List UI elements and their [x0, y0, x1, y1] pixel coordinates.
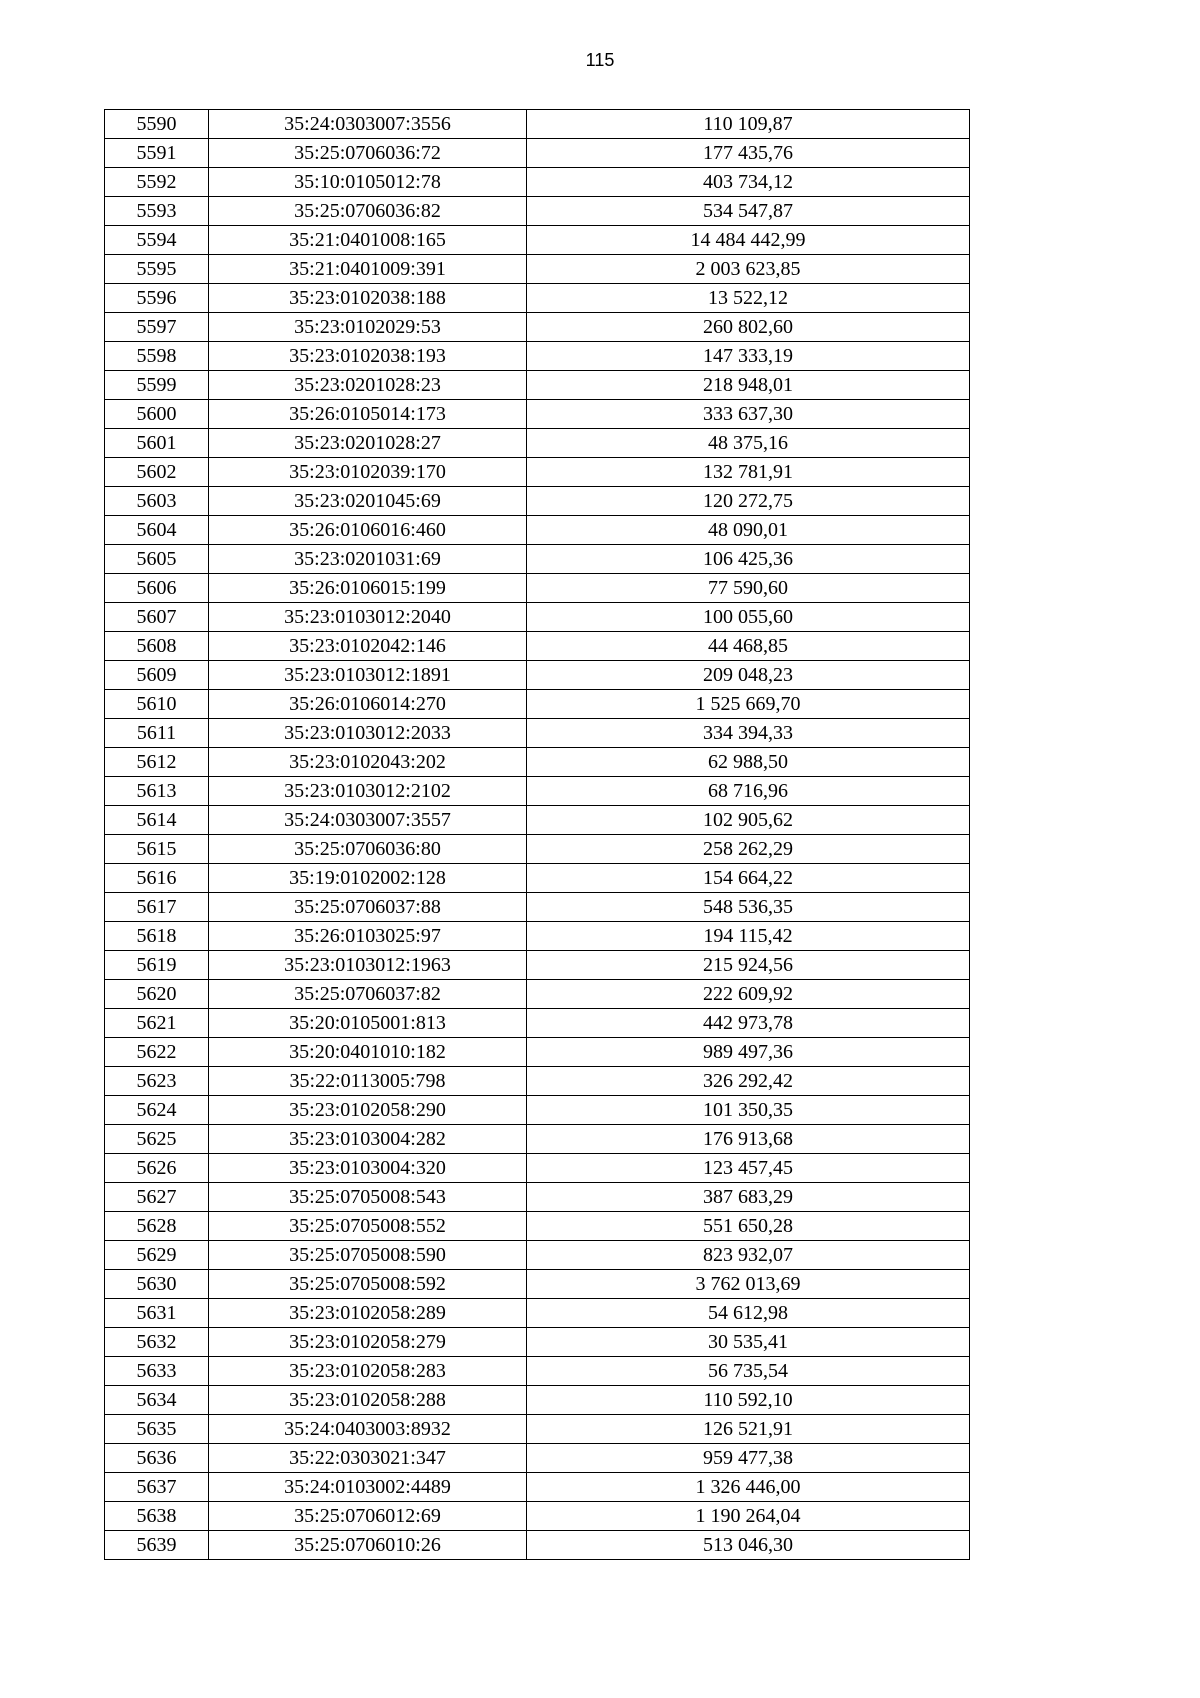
cadastral-number-cell: 35:23:0102038:188 [209, 284, 527, 313]
cadastral-value-cell: 126 521,91 [527, 1415, 970, 1444]
row-number-cell: 5620 [105, 980, 209, 1009]
table-row [105, 226, 970, 255]
table-row [105, 1328, 970, 1357]
table-row [105, 342, 970, 371]
table-row [105, 516, 970, 545]
cadastral-number-cell: 35:25:0706036:80 [209, 835, 527, 864]
cadastral-number-cell: 35:23:0102058:289 [209, 1299, 527, 1328]
row-number-cell: 5609 [105, 661, 209, 690]
cadastral-number-cell: 35:23:0103004:320 [209, 1154, 527, 1183]
cadastral-value-cell: 123 457,45 [527, 1154, 970, 1183]
table-row [105, 1183, 970, 1212]
table-row [105, 1502, 970, 1531]
cadastral-number-cell: 35:23:0102043:202 [209, 748, 527, 777]
table-row [105, 545, 970, 574]
cadastral-value-cell: 100 055,60 [527, 603, 970, 632]
table-row [105, 371, 970, 400]
cadastral-number-cell: 35:24:0403003:8932 [209, 1415, 527, 1444]
table-row [105, 1270, 970, 1299]
table-row [105, 400, 970, 429]
cadastral-number-cell: 35:25:0705008:552 [209, 1212, 527, 1241]
cadastral-value-table [104, 109, 970, 1560]
cadastral-number-cell: 35:23:0102042:146 [209, 632, 527, 661]
cadastral-value-cell: 194 115,42 [527, 922, 970, 951]
cadastral-number-cell: 35:25:0705008:543 [209, 1183, 527, 1212]
table-row [105, 690, 970, 719]
table-row [105, 1299, 970, 1328]
cadastral-value-cell: 176 913,68 [527, 1125, 970, 1154]
table-row [105, 1125, 970, 1154]
cadastral-number-cell: 35:25:0706036:72 [209, 139, 527, 168]
table-row [105, 632, 970, 661]
table-row [105, 284, 970, 313]
table-row [105, 197, 970, 226]
row-number-cell: 5600 [105, 400, 209, 429]
cadastral-value-cell: 258 262,29 [527, 835, 970, 864]
cadastral-number-cell: 35:20:0105001:813 [209, 1009, 527, 1038]
row-number-cell: 5614 [105, 806, 209, 835]
cadastral-value-cell: 959 477,38 [527, 1444, 970, 1473]
cadastral-number-cell: 35:25:0706037:88 [209, 893, 527, 922]
row-number-cell: 5618 [105, 922, 209, 951]
table-row [105, 951, 970, 980]
row-number-cell: 5625 [105, 1125, 209, 1154]
row-number-cell: 5627 [105, 1183, 209, 1212]
table-row [105, 806, 970, 835]
cadastral-number-cell: 35:23:0102058:283 [209, 1357, 527, 1386]
cadastral-value-cell: 177 435,76 [527, 139, 970, 168]
cadastral-number-cell: 35:25:0706036:82 [209, 197, 527, 226]
cadastral-value-cell: 101 350,35 [527, 1096, 970, 1125]
cadastral-number-cell: 35:23:0103012:2040 [209, 603, 527, 632]
cadastral-number-cell: 35:22:0113005:798 [209, 1067, 527, 1096]
cadastral-number-cell: 35:24:0103002:4489 [209, 1473, 527, 1502]
cadastral-number-cell: 35:23:0103012:1891 [209, 661, 527, 690]
cadastral-value-cell: 62 988,50 [527, 748, 970, 777]
cadastral-value-cell: 77 590,60 [527, 574, 970, 603]
table-row [105, 661, 970, 690]
cadastral-number-cell: 35:25:0706012:69 [209, 1502, 527, 1531]
table-row [105, 835, 970, 864]
cadastral-value-cell: 333 637,30 [527, 400, 970, 429]
cadastral-value-cell: 403 734,12 [527, 168, 970, 197]
cadastral-number-cell: 35:26:0105014:173 [209, 400, 527, 429]
row-number-cell: 5610 [105, 690, 209, 719]
cadastral-number-cell: 35:23:0201045:69 [209, 487, 527, 516]
cadastral-value-cell: 260 802,60 [527, 313, 970, 342]
cadastral-value-cell: 13 522,12 [527, 284, 970, 313]
table-row [105, 574, 970, 603]
table-row [105, 748, 970, 777]
cadastral-number-cell: 35:20:0401010:182 [209, 1038, 527, 1067]
row-number-cell: 5592 [105, 168, 209, 197]
cadastral-number-cell: 35:25:0706010:26 [209, 1531, 527, 1560]
table-row [105, 1096, 970, 1125]
row-number-cell: 5611 [105, 719, 209, 748]
row-number-cell: 5590 [105, 110, 209, 139]
cadastral-number-cell: 35:23:0102058:279 [209, 1328, 527, 1357]
cadastral-value-cell: 3 762 013,69 [527, 1270, 970, 1299]
cadastral-value-cell: 154 664,22 [527, 864, 970, 893]
cadastral-value-cell: 44 468,85 [527, 632, 970, 661]
row-number-cell: 5634 [105, 1386, 209, 1415]
cadastral-number-cell: 35:26:0103025:97 [209, 922, 527, 951]
cadastral-number-cell: 35:26:0106016:460 [209, 516, 527, 545]
row-number-cell: 5599 [105, 371, 209, 400]
table-row [105, 487, 970, 516]
cadastral-number-cell: 35:26:0106014:270 [209, 690, 527, 719]
cadastral-number-cell: 35:23:0201028:23 [209, 371, 527, 400]
cadastral-number-cell: 35:22:0303021:347 [209, 1444, 527, 1473]
row-number-cell: 5630 [105, 1270, 209, 1299]
cadastral-value-cell: 56 735,54 [527, 1357, 970, 1386]
cadastral-value-cell: 102 905,62 [527, 806, 970, 835]
row-number-cell: 5617 [105, 893, 209, 922]
cadastral-value-cell: 147 333,19 [527, 342, 970, 371]
table-row [105, 1154, 970, 1183]
row-number-cell: 5597 [105, 313, 209, 342]
cadastral-number-cell: 35:23:0102058:290 [209, 1096, 527, 1125]
table-body [105, 110, 970, 1560]
row-number-cell: 5603 [105, 487, 209, 516]
cadastral-value-cell: 110 592,10 [527, 1386, 970, 1415]
cadastral-value-cell: 326 292,42 [527, 1067, 970, 1096]
row-number-cell: 5605 [105, 545, 209, 574]
page-number: 115 [585, 50, 615, 70]
cadastral-value-cell: 54 612,98 [527, 1299, 970, 1328]
cadastral-value-cell: 48 375,16 [527, 429, 970, 458]
row-number-cell: 5637 [105, 1473, 209, 1502]
row-number-cell: 5636 [105, 1444, 209, 1473]
row-number-cell: 5638 [105, 1502, 209, 1531]
table-row [105, 110, 970, 139]
row-number-cell: 5639 [105, 1531, 209, 1560]
table-row [105, 1241, 970, 1270]
table-row [105, 1038, 970, 1067]
cadastral-value-cell: 823 932,07 [527, 1241, 970, 1270]
row-number-cell: 5635 [105, 1415, 209, 1444]
table-row [105, 168, 970, 197]
cadastral-value-cell: 1 190 264,04 [527, 1502, 970, 1531]
cadastral-value-cell: 1 525 669,70 [527, 690, 970, 719]
row-number-cell: 5621 [105, 1009, 209, 1038]
cadastral-number-cell: 35:23:0102038:193 [209, 342, 527, 371]
cadastral-value-cell: 442 973,78 [527, 1009, 970, 1038]
cadastral-value-cell: 218 948,01 [527, 371, 970, 400]
table-row [105, 1473, 970, 1502]
table-row [105, 458, 970, 487]
cadastral-value-cell: 14 484 442,99 [527, 226, 970, 255]
table-row [105, 922, 970, 951]
table-row [105, 1444, 970, 1473]
row-number-cell: 5604 [105, 516, 209, 545]
cadastral-number-cell: 35:24:0303007:3556 [209, 110, 527, 139]
cadastral-number-cell: 35:25:0705008:590 [209, 1241, 527, 1270]
cadastral-number-cell: 35:23:0201031:69 [209, 545, 527, 574]
table-row [105, 1386, 970, 1415]
table-row [105, 139, 970, 168]
table-row [105, 1357, 970, 1386]
row-number-cell: 5596 [105, 284, 209, 313]
table-row [105, 1212, 970, 1241]
cadastral-number-cell: 35:23:0102058:288 [209, 1386, 527, 1415]
cadastral-number-cell: 35:23:0103012:1963 [209, 951, 527, 980]
cadastral-number-cell: 35:23:0103004:282 [209, 1125, 527, 1154]
row-number-cell: 5629 [105, 1241, 209, 1270]
cadastral-value-cell: 215 924,56 [527, 951, 970, 980]
row-number-cell: 5616 [105, 864, 209, 893]
row-number-cell: 5607 [105, 603, 209, 632]
row-number-cell: 5626 [105, 1154, 209, 1183]
row-number-cell: 5623 [105, 1067, 209, 1096]
row-number-cell: 5632 [105, 1328, 209, 1357]
cadastral-value-cell: 120 272,75 [527, 487, 970, 516]
cadastral-value-cell: 548 536,35 [527, 893, 970, 922]
cadastral-value-cell: 513 046,30 [527, 1531, 970, 1560]
row-number-cell: 5633 [105, 1357, 209, 1386]
row-number-cell: 5631 [105, 1299, 209, 1328]
row-number-cell: 5606 [105, 574, 209, 603]
row-number-cell: 5615 [105, 835, 209, 864]
row-number-cell: 5613 [105, 777, 209, 806]
row-number-cell: 5612 [105, 748, 209, 777]
cadastral-value-cell: 222 609,92 [527, 980, 970, 1009]
cadastral-value-cell: 1 326 446,00 [527, 1473, 970, 1502]
table-row [105, 777, 970, 806]
table-row [105, 255, 970, 284]
cadastral-number-cell: 35:21:0401009:391 [209, 255, 527, 284]
cadastral-number-cell: 35:26:0106015:199 [209, 574, 527, 603]
table-row [105, 980, 970, 1009]
cadastral-number-cell: 35:23:0103012:2102 [209, 777, 527, 806]
cadastral-value-cell: 989 497,36 [527, 1038, 970, 1067]
row-number-cell: 5628 [105, 1212, 209, 1241]
row-number-cell: 5602 [105, 458, 209, 487]
cadastral-value-cell: 2 003 623,85 [527, 255, 970, 284]
cadastral-value-cell: 387 683,29 [527, 1183, 970, 1212]
cadastral-value-cell: 551 650,28 [527, 1212, 970, 1241]
row-number-cell: 5595 [105, 255, 209, 284]
cadastral-value-cell: 534 547,87 [527, 197, 970, 226]
cadastral-number-cell: 35:25:0706037:82 [209, 980, 527, 1009]
cadastral-number-cell: 35:23:0103012:2033 [209, 719, 527, 748]
cadastral-number-cell: 35:23:0201028:27 [209, 429, 527, 458]
cadastral-number-cell: 35:23:0102029:53 [209, 313, 527, 342]
table-row [105, 719, 970, 748]
cadastral-number-cell: 35:19:0102002:128 [209, 864, 527, 893]
row-number-cell: 5624 [105, 1096, 209, 1125]
cadastral-value-cell: 209 048,23 [527, 661, 970, 690]
table-row [105, 1531, 970, 1560]
table-row [105, 313, 970, 342]
cadastral-value-cell: 68 716,96 [527, 777, 970, 806]
cadastral-number-cell: 35:10:0105012:78 [209, 168, 527, 197]
cadastral-value-cell: 110 109,87 [527, 110, 970, 139]
row-number-cell: 5591 [105, 139, 209, 168]
cadastral-value-cell: 334 394,33 [527, 719, 970, 748]
table-row [105, 603, 970, 632]
row-number-cell: 5598 [105, 342, 209, 371]
table-row [105, 1415, 970, 1444]
row-number-cell: 5622 [105, 1038, 209, 1067]
row-number-cell: 5594 [105, 226, 209, 255]
row-number-cell: 5593 [105, 197, 209, 226]
cadastral-value-cell: 106 425,36 [527, 545, 970, 574]
row-number-cell: 5608 [105, 632, 209, 661]
table-row [105, 893, 970, 922]
table-row [105, 1009, 970, 1038]
table-row [105, 1067, 970, 1096]
cadastral-number-cell: 35:21:0401008:165 [209, 226, 527, 255]
table-row [105, 429, 970, 458]
cadastral-value-cell: 30 535,41 [527, 1328, 970, 1357]
cadastral-number-cell: 35:25:0705008:592 [209, 1270, 527, 1299]
table-row [105, 864, 970, 893]
row-number-cell: 5601 [105, 429, 209, 458]
row-number-cell: 5619 [105, 951, 209, 980]
cadastral-value-cell: 48 090,01 [527, 516, 970, 545]
cadastral-number-cell: 35:24:0303007:3557 [209, 806, 527, 835]
cadastral-number-cell: 35:23:0102039:170 [209, 458, 527, 487]
cadastral-value-cell: 132 781,91 [527, 458, 970, 487]
